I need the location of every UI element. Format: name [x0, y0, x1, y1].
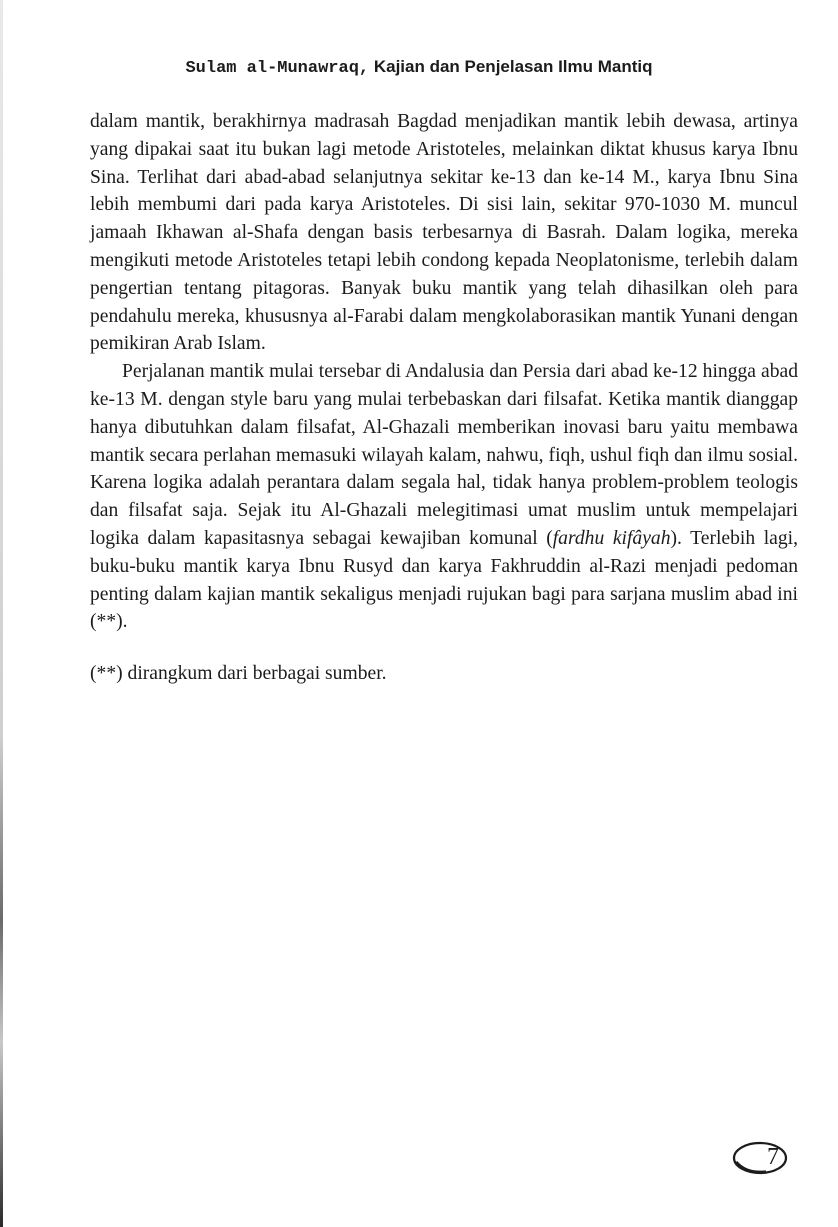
- page-number: 7: [767, 1144, 779, 1170]
- page-number-badge: [732, 1140, 788, 1176]
- page-binding-edge: [0, 0, 3, 1227]
- page-number-oval-icon: [732, 1140, 788, 1176]
- paragraph-2-text-a: Perjalanan mantik mulai tersebar di Andalusia dan Persia dari abad ke-12 hingga abad ke-13 M. dengan style baru yang mulai terbebaskan dari filsafat. Ketika mantik dianggap hanya dibutuhkan dalam filsafat, Al-Ghazali memberikan inovasi baru yaitu membawa mantik secara perlahan memasuki wilayah kalam, nahwu, fiqh, ushul fiqh dan ilmu sosial. Karena logika adalah perantara dalam segala hal, tidak hanya problem-problem teologis dan filsafat saja. Sejak itu Al-Ghazali melegitimasi umat muslim untuk mempelajari logika dalam kapasitasnya sebagai kewajiban komunal (: [90, 361, 798, 549]
- paragraph-2-text-b: ). Terlebih lagi, buku-buku mantik karya Ibnu Rusyd dan karya Fakhruddin al-Razi menjadi pedoman penting dalam kajian mantik sekaligus menjadi rujukan bagi para sarjana muslim abad ini (**).: [90, 527, 798, 633]
- body-text: [90, 108, 798, 688]
- paragraph-2-italic-term: fardhu kifâyah: [552, 527, 671, 549]
- header-title-part2: Kajian dan Penjelasan Ilmu Mantiq: [369, 57, 653, 76]
- paragraph-2: [90, 358, 798, 636]
- footnote: (**) dirangkum dari berbagai sumber.: [90, 663, 387, 685]
- running-header: [0, 56, 838, 78]
- header-title-part1: Sulam al-Munawraq,: [185, 59, 370, 78]
- paragraph-1: dalam mantik, berakhirnya madrasah Bagdad menjadikan mantik lebih dewasa, artinya yang dipakai saat itu bukan lagi metode Aristoteles, melainkan diktat khusus karya Ibnu Sina. Terlihat dari abad-abad selanjutnya sekitar ke-13 dan ke-14 M., karya Ibnu Sina lebih membumi dari pada karya Aristoteles. Di sisi lain, sekitar 970-1030 M. muncul jamaah Ikhawan al-Shafa dengan basis terbesarnya di Basrah. Dalam logika, mereka mengikuti metode Aristoteles tetapi lebih condong kepada Neoplatonisme, terlebih dalam pengertian tentang pitagoras. Banyak buku mantik yang telah dihasilkan oleh para pendahulu mereka, khususnya al-Farabi dalam mengkolaborasikan mantik Yunani dengan pemikiran Arab Islam.: [90, 111, 798, 355]
